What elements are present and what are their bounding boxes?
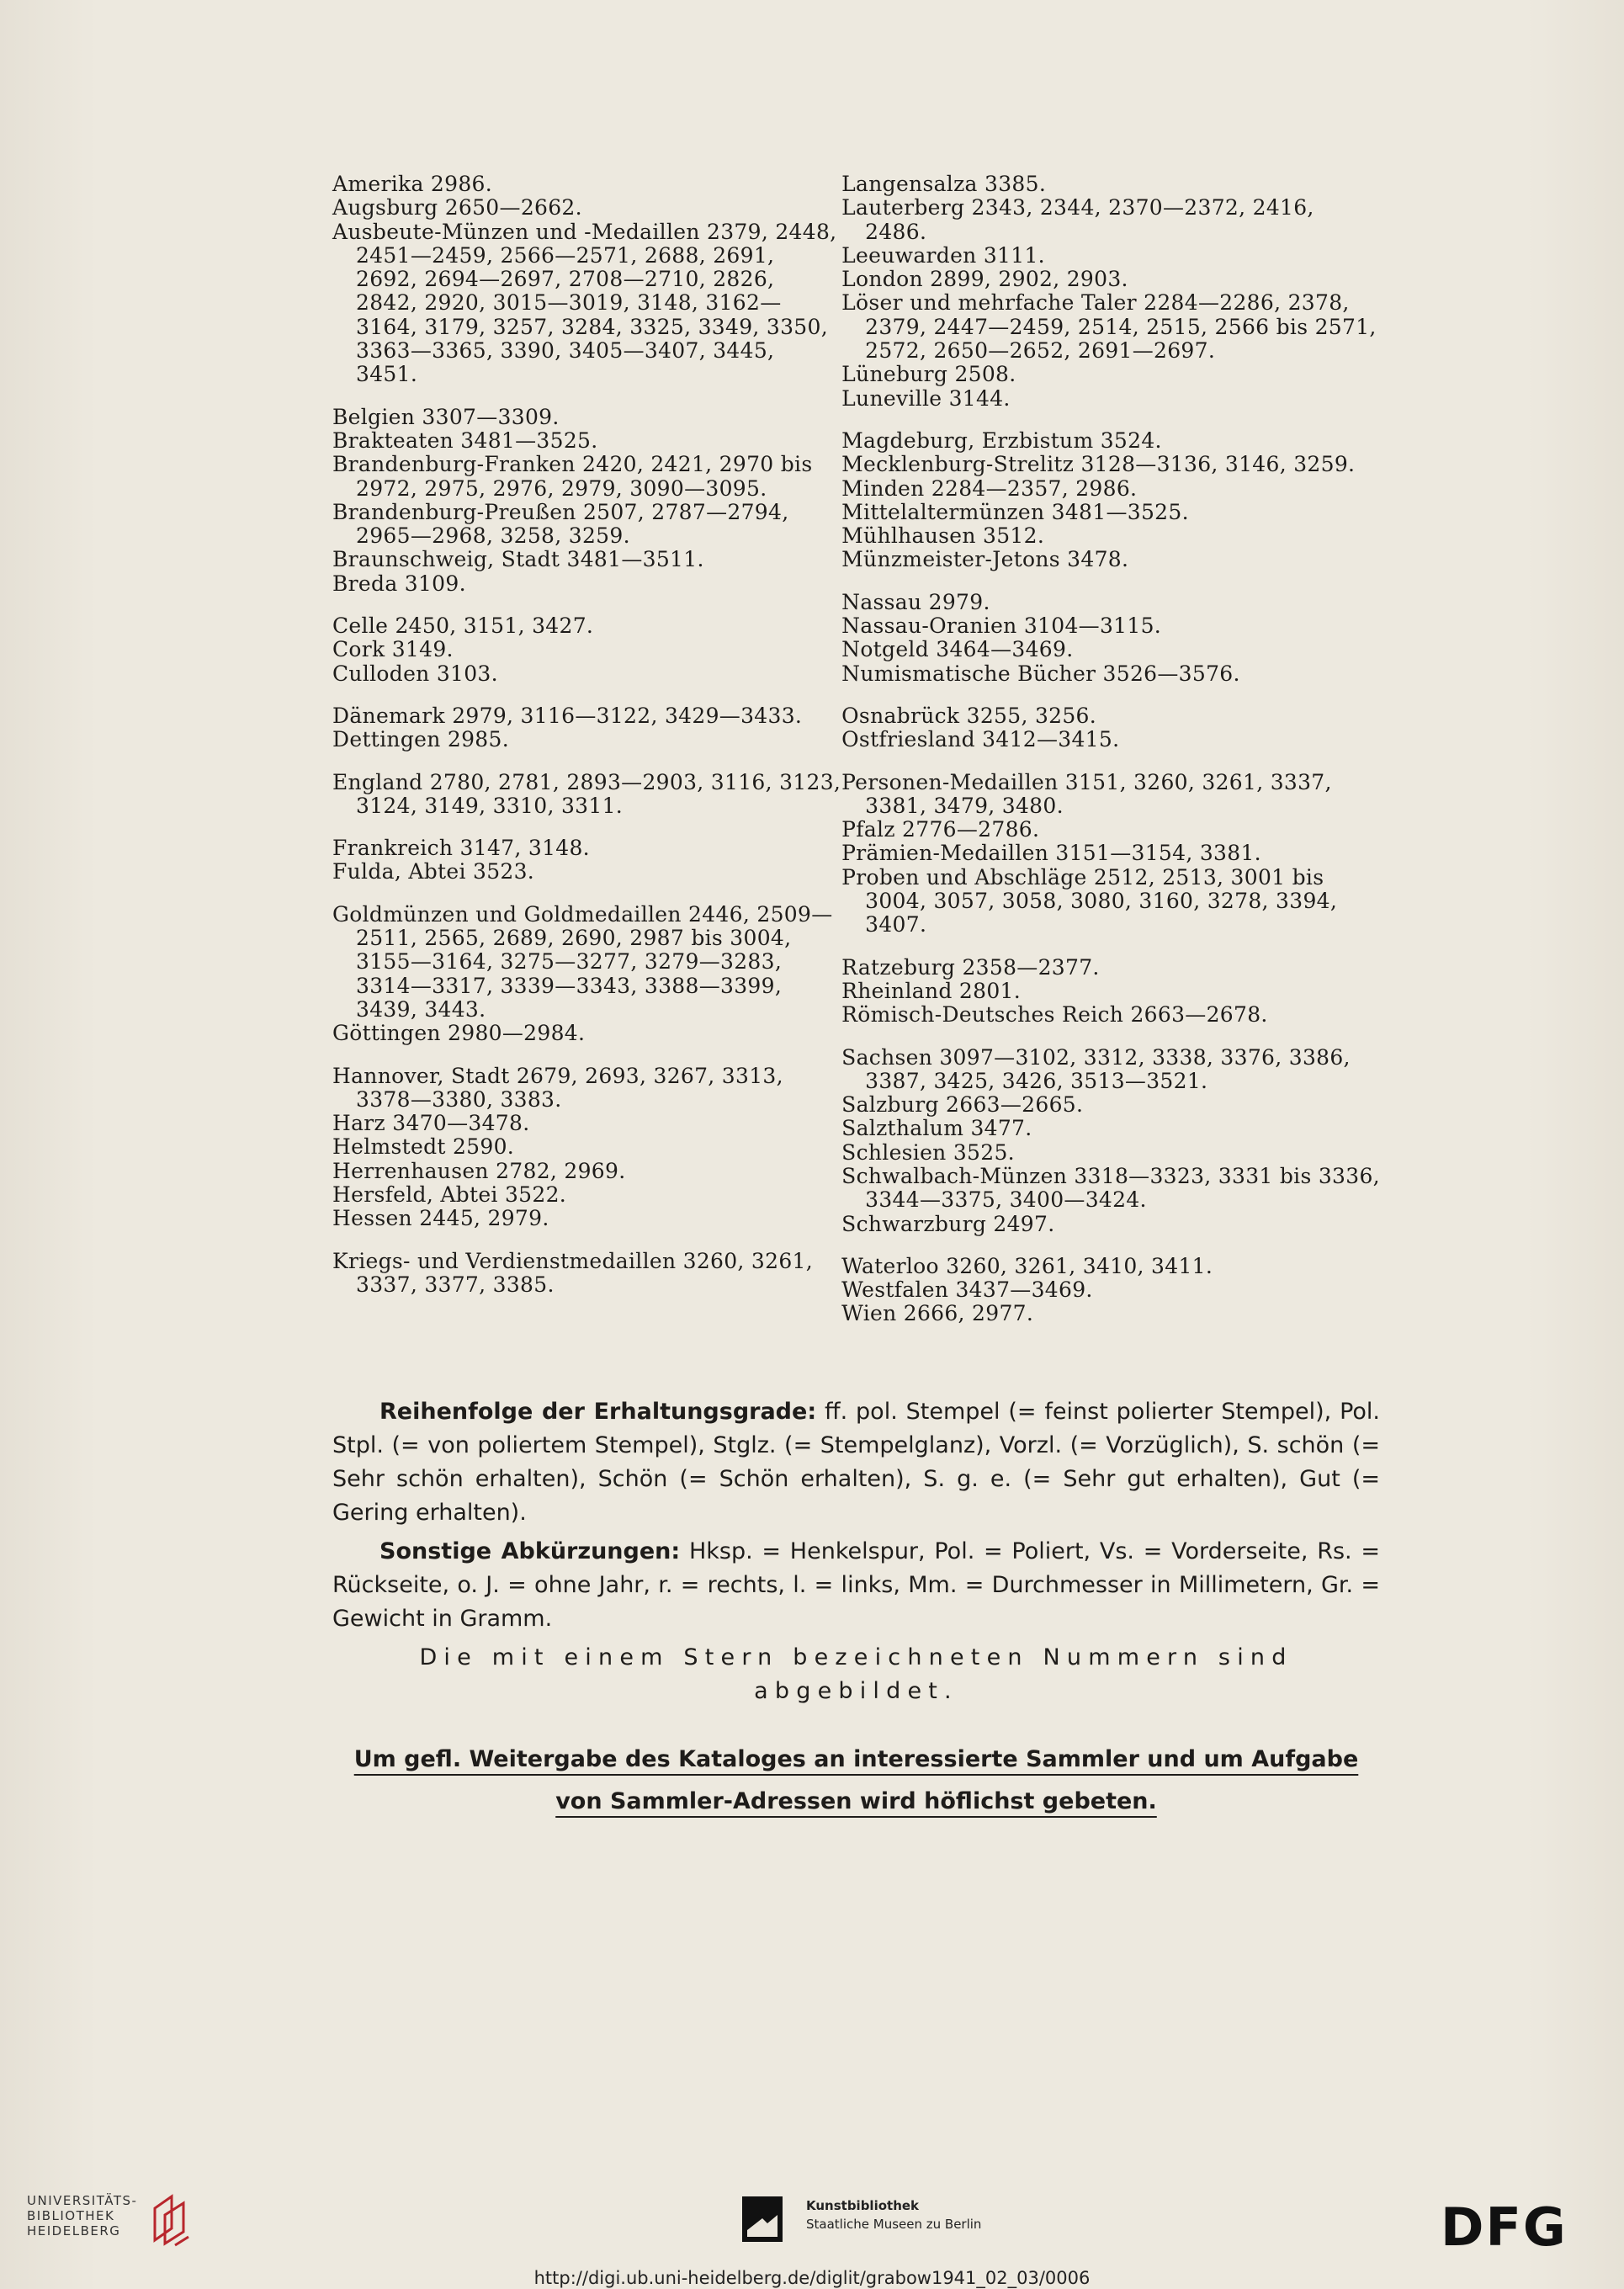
index-entry: Numismatische Bücher 3526—3576. [841, 661, 1240, 686]
register-index [332, 173, 1380, 1345]
index-entry: Herrenhausen 2782, 2969. [332, 1158, 626, 1183]
kb-subtitle: Staatliche Museen zu Berlin [806, 2217, 982, 2232]
uni-logo-line-3: HEIDELBERG [27, 2223, 121, 2239]
index-entry: Lauterberg 2343, 2344, 2370—2372, 2416, 2486. [841, 195, 1314, 244]
index-entry: Nassau 2979. [841, 589, 990, 614]
index-entry: Proben und Abschläge 2512, 2513, 3001 bis 3004, 3057, 3058, 3080, 3160, 3278, 3394, 3407. [841, 864, 1338, 937]
abbreviations-paragraph [332, 1535, 1380, 1636]
index-entry: Göttingen 2980—2984. [332, 1021, 586, 1046]
index-entry: Frankreich 3147, 3148. [332, 836, 590, 861]
index-entry: Goldmünzen und Goldmedaillen 2446, 2509—2511, 2565, 2689, 2690, 2987 bis 3004, 3155—3164, 3275—3277, 3279—3283, 3314—3317, 3339—3343, 3388—3399, 3439, 3443. [332, 901, 833, 1022]
index-entry: Löser und mehrfache Taler 2284—2286, 2378, 2379, 2447—2459, 2514, 2515, 2566 bis 2571, 2572, 2650—2652, 2691—2697. [841, 290, 1377, 364]
index-entry: Westfalen 3437—3469. [841, 1277, 1093, 1303]
index-entry: Amerika 2986. [332, 172, 492, 196]
index-entry: Cork 3149. [332, 637, 454, 662]
index-column-left [332, 173, 841, 1345]
grades-text: ff. pol. Stempel (= feinst polierter Stempel), Pol. Stpl. (= von poliertem Stempel), Stglz. (= Stempelglanz), Vorzl. (= Vorzüglich), S. schön (= Sehr schön erhalten), Schön (= Schön erhalten), S. g. e. (= Sehr gut erhalten), Gut (= Gering erhalten). [332, 1399, 1380, 1526]
index-group [332, 903, 841, 1046]
index-entry: Culloden 3103. [332, 661, 498, 686]
index-entry: Münzmeister-Jetons 3478. [841, 547, 1129, 572]
index-entry: Magdeburg, Erzbistum 3524. [841, 428, 1162, 453]
index-entry: Dänemark 2979, 3116—3122, 3429—3433. [332, 703, 803, 728]
grades-heading: Reihenfolge der Erhaltungsgrade: [379, 1399, 817, 1425]
legend-section [332, 1395, 1380, 1823]
index-entry: Hersfeld, Abtei 3522. [332, 1182, 567, 1207]
index-entry: Ostfriesland 3412—3415. [841, 727, 1120, 752]
index-entry: Salzburg 2663—2665. [841, 1092, 1084, 1118]
index-entry: Römisch-Deutsches Reich 2663—2678. [841, 1002, 1268, 1028]
index-group [332, 836, 841, 884]
index-entry: Hannover, Stadt 2679, 2693, 3267, 3313, 3378—3380, 3383. [332, 1063, 783, 1112]
collector-request [332, 1739, 1380, 1823]
index-entry: England 2780, 2781, 2893—2903, 3116, 3123, 3124, 3149, 3310, 3311. [332, 769, 841, 818]
index-entry: Brakteaten 3481—3525. [332, 428, 598, 453]
abbreviations-text: Hksp. = Henkelspur, Pol. = Poliert, Vs. = Vorderseite, Rs. = Rückseite, o. J. = ohne Jahr, r. = rechts, l. = links, Mm. = Durchmesser in Millimetern, Gr. = Gewicht in Gramm. [332, 1538, 1380, 1632]
index-entry: Leeuwarden 3111. [841, 242, 1045, 268]
index-entry: Fulda, Abtei 3523. [332, 859, 535, 884]
index-group [841, 591, 1380, 686]
index-entry: Notgeld 3464—3469. [841, 637, 1074, 662]
index-group [841, 1046, 1380, 1236]
index-entry: Waterloo 3260, 3261, 3410, 3411. [841, 1253, 1213, 1278]
index-entry: Schwalbach-Münzen 3318—3323, 3331 bis 3336, 3344—3375, 3400—3424. [841, 1163, 1380, 1213]
index-group [332, 173, 841, 387]
index-group [332, 1065, 841, 1231]
permalink-url[interactable]: http://digi.ub.uni-heidelberg.de/diglit/grabow1941_02_03/0006 [533, 2268, 1091, 2288]
index-group [841, 173, 1380, 411]
index-entry: London 2899, 2902, 2903. [841, 267, 1128, 292]
index-entry: Dettingen 2985. [332, 727, 509, 752]
index-entry: Breda 3109. [332, 571, 466, 596]
index-group [841, 1255, 1380, 1326]
index-column-right [841, 173, 1380, 1345]
dfg-logo: DFG [1441, 2196, 1568, 2258]
index-entry: Brandenburg-Preußen 2507, 2787—2794, 2965—2968, 3258, 3259. [332, 499, 789, 549]
kunstbibliothek-logo-icon [742, 2196, 783, 2242]
index-entry: Mittelaltermünzen 3481—3525. [841, 499, 1189, 524]
index-entry: Minden 2284—2357, 2986. [841, 475, 1138, 501]
index-entry: Rheinland 2801. [841, 978, 1021, 1003]
request-line-1: Um gefl. Weitergabe des Kataloges an interessierte Sammler und um Aufgabe [353, 1746, 1359, 1772]
index-group [332, 614, 841, 686]
index-entry: Osnabrück 3255, 3256. [841, 703, 1097, 728]
request-line-2: von Sammler-Adressen wird höflichst gebeten. [555, 1788, 1157, 1814]
index-entry: Sachsen 3097—3102, 3312, 3338, 3376, 3386, 3387, 3425, 3426, 3513—3521. [841, 1044, 1351, 1093]
index-entry: Personen-Medaillen 3151, 3260, 3261, 3337, 3381, 3479, 3480. [841, 769, 1332, 818]
index-entry: Wien 2666, 2977. [841, 1301, 1034, 1326]
index-group [332, 704, 841, 752]
index-entry: Luneville 3144. [841, 385, 1011, 411]
index-entry: Ausbeute-Münzen und -Medaillen 2379, 2448, 2451—2459, 2566—2571, 2688, 2691, 2692, 2694—2697, 2708—2710, 2826, 2842, 2920, 3015—3019, 3148, 3162—3164, 3179, 3257, 3284, 3325, 3349, 3350, 3363—3365, 3390, 3405—3407, 3445, 3451. [332, 219, 837, 387]
index-group [332, 406, 841, 596]
university-library-logo [27, 2193, 137, 2239]
index-group [841, 956, 1380, 1028]
index-entry: Brandenburg-Franken 2420, 2421, 2970 bis 2972, 2975, 2976, 2979, 3090—3095. [332, 452, 813, 501]
index-entry: Celle 2450, 3151, 3427. [332, 613, 594, 639]
index-entry: Lüneburg 2508. [841, 362, 1016, 387]
index-entry: Augsburg 2650—2662. [332, 195, 582, 220]
index-entry: Helmstedt 2590. [332, 1134, 515, 1160]
index-entry: Braunschweig, Stadt 3481—3511. [332, 547, 704, 572]
index-entry: Mecklenburg-Strelitz 3128—3136, 3146, 3259. [841, 452, 1356, 477]
index-group [841, 704, 1380, 752]
uni-logo-line-1: UNIVERSITÄTS- [27, 2193, 138, 2208]
index-entry: Langensalza 3385. [841, 172, 1047, 196]
index-entry: Salzthalum 3477. [841, 1116, 1032, 1141]
index-entry: Ratzeburg 2358—2377. [841, 954, 1100, 980]
index-group [332, 1250, 841, 1298]
index-group [841, 429, 1380, 572]
university-mark-icon [146, 2190, 194, 2247]
index-entry: Harz 3470—3478. [332, 1111, 530, 1136]
index-entry: Kriegs- und Verdienstmedaillen 3260, 3261, 3337, 3377, 3385. [332, 1248, 813, 1297]
index-entry: Schlesien 3525. [841, 1139, 1015, 1165]
index-entry: Hessen 2445, 2979. [332, 1206, 549, 1231]
abbreviations-heading: Sonstige Abkürzungen: [379, 1538, 681, 1564]
index-entry: Prämien-Medaillen 3151—3154, 3381. [841, 841, 1261, 866]
index-group [841, 771, 1380, 937]
grades-paragraph [332, 1395, 1380, 1530]
index-group [332, 771, 841, 819]
index-entry: Nassau-Oranien 3104—3115. [841, 613, 1162, 639]
index-entry: Schwarzburg 2497. [841, 1211, 1055, 1236]
uni-logo-line-2: BIBLIOTHEK [27, 2208, 115, 2223]
star-note: Die mit einem Stern bezeichneten Nummern sind abgebildet. [419, 1644, 1293, 1704]
kb-name: Kunstbibliothek [806, 2198, 920, 2213]
index-entry: Mühlhausen 3512. [841, 523, 1045, 549]
kunstbibliothek-text [806, 2196, 981, 2233]
index-entry: Belgien 3307—3309. [332, 404, 560, 429]
index-entry: Pfalz 2776—2786. [841, 817, 1040, 842]
